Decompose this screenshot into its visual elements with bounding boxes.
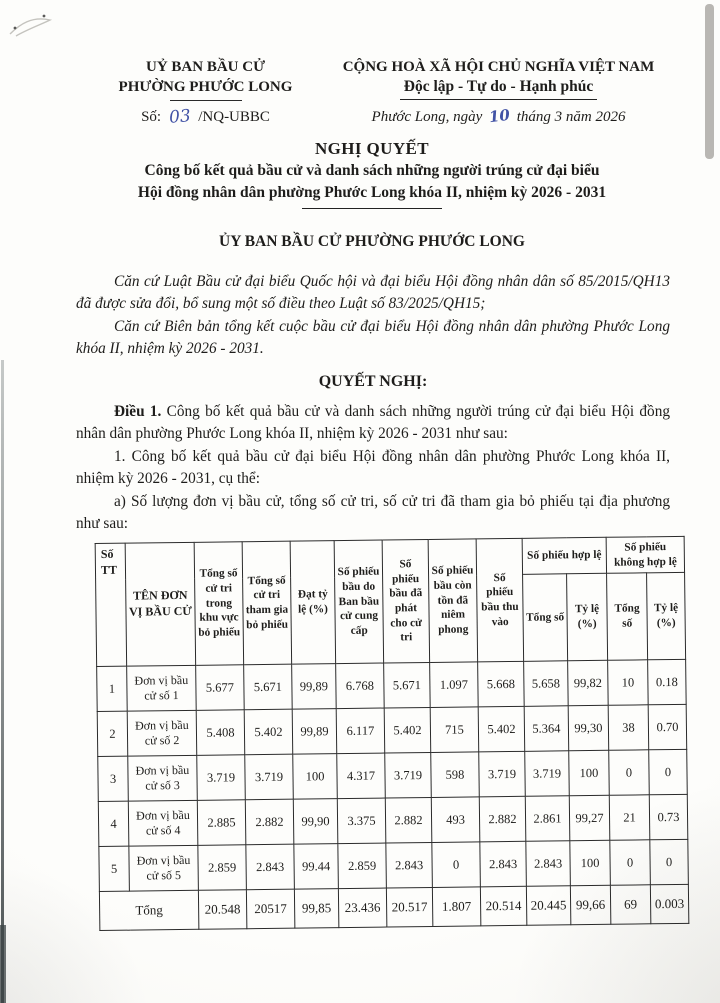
place-date-prefix: Phước Long, ngày (371, 109, 483, 125)
national-motto-block (331, 57, 666, 126)
table-cell: 99,30 (568, 705, 609, 750)
item-1-paragraph: 1. Công bố kết quả bầu cử đại biểu Hội đồng nhân dân phường Phước Long khóa II, nhiệm kỳ 2026 - 2031, cụ thể: (76, 448, 670, 487)
header-rate: Đạt tỷ lệ (%) (290, 541, 335, 665)
article-1-text: Công bố kết quả bầu cử và danh sách những người trúng cử đại biểu Hội đồng nhân dân phường Phước Long khóa II, nhiệm kỳ 2026 - 2031 như sau: (76, 403, 670, 442)
table-cell: 38 (608, 705, 649, 750)
table-cell: 69 (610, 885, 650, 924)
table-cell: 1.097 (430, 662, 479, 708)
election-results-table-wrap (95, 535, 720, 931)
document-number-line (98, 106, 313, 126)
table-body (97, 659, 689, 930)
scan-strip-artifact-right (705, 4, 714, 159)
table-cell: 1.807 (432, 887, 480, 927)
legal-basis-paragraph-1: Căn cứ Luật Bầu cử đại biểu Quốc hội và đại biểu Hội đồng nhân dân số 85/2015/QH13 đã được sửa đổi, bổ sung một số điều theo Luật số 83/2025/QH15; (76, 273, 670, 312)
table-total-row (99, 884, 688, 930)
authority-underline (170, 100, 242, 101)
table-cell: 3.719 (197, 755, 246, 801)
authority-name-line2: PHƯỜNG PHƯỚC LONG (118, 79, 293, 95)
table-cell: 4 (98, 801, 129, 846)
table-cell: 10 (608, 660, 649, 705)
header-invalid-rate: Tỷ lệ (%) (647, 572, 686, 659)
table-cell: 0 (649, 749, 688, 794)
document-type-title: NGHỊ QUYẾT (314, 139, 430, 158)
item-a-paragraph: a) Số lượng đơn vị bầu cử, tổng số cử tri, số cử tri đã tham gia bỏ phiếu tại địa phương như sau: (76, 493, 670, 532)
table-cell: 3 (98, 756, 129, 801)
table-cell: 3.375 (337, 798, 386, 844)
unit-name-cell: Đơn vị bầu cử số 4 (128, 800, 198, 846)
header-invalid-total: Tổng số (607, 573, 648, 660)
header-valid-group: Số phiếu hợp lệ (522, 537, 606, 574)
unit-name-cell: Đơn vị bầu cử số 2 (127, 710, 197, 756)
document-body (0, 271, 720, 534)
title-separator-rule (302, 208, 442, 209)
legal-basis-paragraph-2: Căn cứ Biên bản tổng kết cuộc bầu cử đại biểu Hội đồng nhân dân phường Phước Long khóa II, nhiệm kỳ 2026 - 2031. (76, 318, 670, 357)
table-row (99, 839, 689, 891)
header-voters-total: Tổng số cử tri trong khu vực bỏ phiếu (194, 542, 243, 666)
table-row (98, 749, 688, 801)
document-subtitle-line2: Hội đồng nhân dân phường Phước Long khóa II, nhiệm kỳ 2026 - 2031 (137, 184, 607, 201)
table-cell: 100 (293, 754, 338, 800)
table-cell: 5.668 (478, 661, 525, 707)
table-cell: 100 (570, 840, 611, 885)
header-ballots-collected: Số phiếu bầu thu vào (476, 538, 523, 662)
article-1-paragraph (76, 401, 670, 444)
pencil-scribble-mark (6, 6, 76, 51)
table-cell: 99,89 (292, 709, 337, 755)
table-cell: 2.885 (197, 800, 246, 846)
table-cell: 0.003 (650, 884, 688, 923)
authority-name-line1: UỶ BAN BẦU CỬ (145, 59, 266, 75)
table-cell: 598 (431, 752, 480, 798)
table-cell: 5.671 (384, 662, 431, 708)
header-valid-rate: Tỷ lệ (%) (567, 573, 608, 660)
table-cell: 2.843 (526, 841, 571, 887)
table-cell: 5.402 (478, 706, 525, 752)
table-cell: 5.402 (244, 709, 293, 755)
table-cell: 20517 (246, 889, 294, 929)
table-cell: 0 (610, 840, 651, 885)
table-cell: 715 (430, 707, 479, 753)
table-cell: 6.768 (336, 663, 385, 709)
article-1-label: Điều 1. (114, 403, 162, 420)
header-voters-participated: Tổng số cử tri tham gia bỏ phiếu (242, 541, 291, 665)
table-row (97, 659, 687, 711)
election-results-table (95, 536, 690, 931)
table-row (97, 704, 687, 756)
header-ballots-remaining: Số phiếu bầu còn tồn đã niêm phong (428, 539, 477, 663)
table-cell: 2.859 (198, 845, 247, 891)
table-cell: 23.436 (338, 888, 386, 928)
table-cell: 20.445 (526, 886, 570, 926)
scan-corner-artifact (0, 925, 6, 1003)
table-cell: 5.364 (524, 706, 569, 752)
date-day-handwritten: 10 (488, 105, 511, 127)
table-cell: 99,27 (569, 795, 610, 840)
table-cell: 3.719 (479, 751, 526, 797)
issuing-authority-block (98, 57, 313, 126)
unit-name-cell: Đơn vị bầu cử số 3 (128, 755, 198, 801)
table-cell: 100 (569, 750, 610, 795)
table-cell: 0 (609, 750, 650, 795)
table-cell: 5.408 (196, 710, 245, 756)
unit-name-cell: Đơn vị bầu cử số 1 (127, 665, 197, 711)
table-cell: 99,89 (292, 664, 337, 710)
total-label-cell: Tổng (99, 890, 198, 930)
scan-edge-artifact-left (1, 360, 4, 1003)
header-invalid-group: Số phiếu không hợp lệ (606, 536, 684, 573)
table-cell: 5.677 (196, 665, 245, 711)
table-cell: 2.882 (479, 796, 526, 842)
table-cell: 99,82 (568, 660, 609, 705)
table-row (98, 794, 688, 846)
table-cell: 99,66 (570, 885, 610, 924)
table-cell: 2.882 (245, 799, 294, 845)
table-cell: 1 (97, 666, 128, 711)
table-cell: 2.843 (480, 841, 527, 887)
table-cell: 0.18 (648, 659, 687, 704)
table-cell: 21 (609, 795, 650, 840)
table-cell: 0 (650, 839, 689, 884)
header-valid-total: Tổng số (523, 574, 568, 662)
table-cell: 5 (99, 846, 130, 891)
table-cell: 5.658 (524, 661, 569, 707)
table-cell: 99,90 (293, 799, 338, 845)
table-cell: 20.517 (386, 887, 432, 927)
table-cell: 3.719 (245, 754, 294, 800)
table-cell: 2.859 (338, 843, 387, 889)
document-number-handwritten: 03 (168, 106, 192, 128)
header-unit-name: TÊN ĐƠN VỊ BẦU CỬ (125, 542, 195, 666)
document-subtitle-line1: Công bố kết quả bầu cử và danh sách những người trúng cử đại biểu (144, 162, 600, 179)
table-cell: 0.70 (648, 704, 687, 749)
header-ballots-issued: Số phiếu bầu đã phát cho cử tri (382, 539, 429, 663)
table-cell: 5.402 (384, 707, 431, 753)
table-cell: 6.117 (336, 708, 385, 754)
place-date-suffix: tháng 3 năm 2026 (516, 109, 626, 125)
table-cell: 99,85 (294, 889, 338, 929)
table-cell: 2 (97, 711, 128, 756)
table-cell: 2.843 (246, 844, 295, 890)
table-cell: 2.882 (385, 797, 432, 843)
nation-title: CỘNG HOÀ XÃ HỘI CHỦ NGHĨA VIỆT NAM (342, 59, 655, 75)
table-cell: 2.861 (525, 796, 570, 842)
table-cell: 99.44 (294, 844, 339, 890)
place-date-line (331, 107, 666, 126)
resolve-heading: QUYẾT NGHỊ: (318, 373, 428, 390)
table-cell: 20.514 (480, 886, 526, 926)
committee-heading: ỦY BAN BẦU CỬ PHƯỜNG PHƯỚC LONG (219, 233, 525, 250)
unit-name-cell: Đơn vị bầu cử số 5 (129, 845, 199, 891)
header-ballots-supplied: Số phiếu bầu do Ban bầu cử cung cấp (334, 540, 383, 664)
document-title-block (0, 139, 720, 251)
table-cell: 5.671 (244, 664, 293, 710)
table-cell: 3.719 (385, 752, 432, 798)
header-stt: Số TT (95, 543, 127, 666)
document-number-suffix: /NQ-UBBC (198, 109, 270, 125)
table-cell: 0 (432, 842, 481, 888)
table-cell: 0.73 (649, 794, 688, 839)
table-cell: 2.843 (386, 842, 433, 888)
table-cell: 493 (431, 797, 480, 843)
nation-motto: Độc lập - Tự do - Hạnh phúc (400, 77, 597, 100)
document-number-label: Số: (141, 109, 162, 125)
document-header (0, 0, 720, 126)
table-cell: 3.719 (525, 751, 570, 797)
table-header (95, 536, 685, 666)
table-cell: 20.548 (198, 890, 246, 930)
table-cell: 4.317 (337, 753, 386, 799)
